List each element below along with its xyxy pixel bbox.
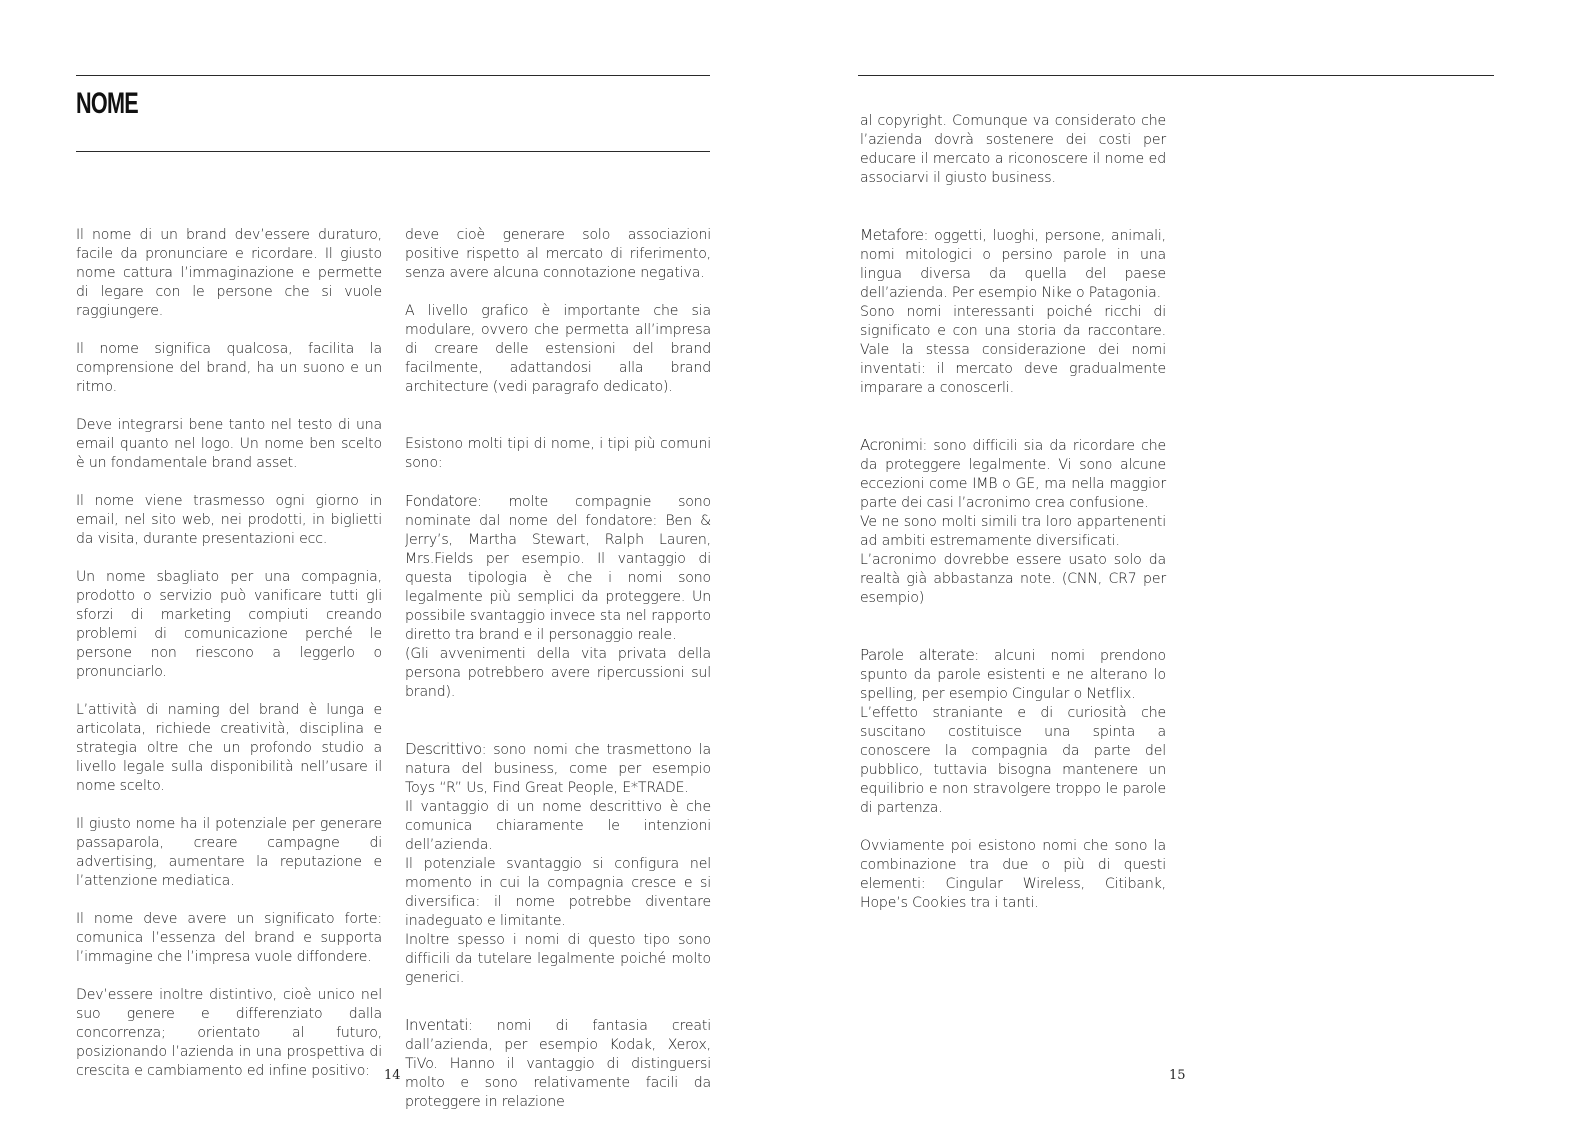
term-description: : oggetti, luoghi, persone, animali, nomi mitologici o persino parole in una lingua diversa da quella del paese dell’azienda. Per esempio Nike o Patagonia.: [860, 228, 1166, 301]
paragraph: Il potenziale svantaggio si configura nel momento in cui la compagnia cresce e si diversifica: il nome potrebbe diventare inadeguato e limitante.: [405, 856, 711, 929]
paragraph: Il nome deve avere un significato forte: comunica l’essenza del brand e supporta l’immagine che l’impresa vuole diffondere.: [76, 911, 382, 965]
paragraph: Ovviamente poi esistono nomi che sono la combinazione tra due o più di questi elementi: Cingular Wireless, Citibank, Hope’s Cookies tra i tanti.: [860, 838, 1166, 911]
term-descrittivo: Descrittivo: [405, 740, 482, 758]
top-rule-left: [76, 75, 710, 76]
left-column-2: [405, 226, 711, 1112]
term-description: : sono nomi che trasmettono la natura del business, come per esempio Toys “R” Us, Find Great People, E*TRADE.: [405, 742, 711, 796]
section-metafore: [860, 226, 1166, 303]
paragraph: A livello grafico è importante che sia modulare, ovvero che permetta all’impresa di creare delle estensioni del brand facilmente, adattandosi alla brand architecture (vedi paragrafo dedicato).: [405, 303, 711, 395]
section-acronimi: [860, 436, 1166, 513]
paragraph: Deve integrarsi bene tanto nel testo di una email quanto nel logo. Un nome ben scelto è un fondamentale brand asset.: [76, 417, 382, 471]
paragraph: deve cioè generare solo associazioni positive rispetto al mercato di riferimento, senza avere alcuna connotazione negativa.: [405, 227, 711, 281]
paragraph: Inoltre spesso i nomi di questo tipo sono difficili da tutelare legalmente poiché molto generici.: [405, 932, 711, 986]
term-inventati: Inventati: [405, 1016, 468, 1034]
term-metafore: Metafore: [860, 226, 924, 244]
term-description: : molte compagnie sono nominate dal nome del fondatore: Ben & Jerry’s, Martha Stewart, Ralph Lauren, Mrs.Fields per esempio. Il vantaggio di questa tipologia è che i nomi sono legalmente più semplici da proteggere. Un possibile svantaggio invece sta nel rapporto diretto tra brand e il personaggio reale.: [405, 494, 711, 643]
section-parole-alterate: [860, 646, 1166, 704]
left-column-1: [76, 226, 382, 1081]
paragraph: Il vantaggio di un nome descrittivo è che comunica chiaramente le intenzioni dell’azienda.: [405, 799, 711, 853]
page-number-left: 14: [384, 1068, 401, 1083]
paragraph: Sono nomi interessanti poiché ricchi di significato e con una storia da raccontare. Vale la stessa considerazione dei nomi inventati: il mercato deve gradualmente imparare a conoscerli.: [860, 304, 1166, 396]
term-acronimi: Acronimi: [860, 436, 923, 454]
paragraph: Il giusto nome ha il potenziale per generare passaparola, creare campagne di advertising, aumentare la reputazione e l’attenzione mediatica.: [76, 816, 382, 889]
term-description: : sono difficili sia da ricordare che da proteggere legalmente. Vi sono alcune eccezioni come IMB o GE, ma nella maggior parte dei casi l’acronimo crea confusione.: [860, 438, 1166, 511]
paragraph: Dev’essere inoltre distintivo, cioè unico nel suo genere e differenziato dalla concorrenza; orientato al futuro, posizionando l’azienda in una prospettiva di crescita e cambiamento ed infine positivo:: [76, 987, 382, 1079]
paragraph: Esistono molti tipi di nome, i tipi più comuni sono:: [405, 436, 711, 471]
paragraph: L’attività di naming del brand è lunga e articolata, richiede creatività, disciplina e strategia oltre che un profondo studio a livello legale sulla disponibilità nell’usare il nome scelto.: [76, 702, 382, 794]
section-fondatore: [405, 492, 711, 645]
term-parole-alterate: Parole alterate: [860, 646, 975, 664]
paragraph: Il nome viene trasmesso ogni giorno in email, nel sito web, nei prodotti, in biglietti da visita, durante presentazioni ecc.: [76, 493, 382, 547]
paragraph: Il nome di un brand dev’essere duraturo, facile da pronunciare e ricordare. Il giusto nome cattura l’immaginazione e permette di legare con le persone che si vuole raggiungere.: [76, 227, 382, 319]
paragraph: (Gli avvenimenti della vita privata della persona potrebbero avere ripercussioni sul brand).: [405, 646, 711, 700]
paragraph: L’acronimo dovrebbe essere usato solo da realtà già abbastanza note. (CNN, CR7 per esempio): [860, 552, 1166, 606]
title-rule: [76, 151, 710, 152]
paragraph: L’effetto straniante e di curiosità che suscitano costituisce una spinta a conoscere la compagnia da parte del pubblico, tuttavia bisogna mantenere un equilibrio e non stravolgere troppo le parole di partenza.: [860, 705, 1166, 816]
right-column: [860, 112, 1166, 913]
page-number-right: 15: [1169, 1068, 1186, 1083]
page-title: NOME: [76, 87, 138, 120]
term-description: : alcuni nomi prendono spunto da parole esistenti e ne alterano lo spelling, per esempio Cingular o Netflix.: [860, 648, 1166, 702]
section-inventati: [405, 1016, 711, 1112]
top-rule-right: [858, 75, 1494, 76]
paragraph: al copyright. Comunque va considerato che l’azienda dovrà sostenere dei costi per educare il mercato a riconoscere il nome ed associarvi il giusto business.: [860, 113, 1166, 186]
paragraph: Ve ne sono molti simili tra loro appartenenti ad ambiti estremamente diversificati.: [860, 514, 1166, 549]
paragraph: Un nome sbagliato per una compagnia, prodotto o servizio può vanificare tutti gli sforzi di marketing compiuti creando problemi di comunicazione perché le persone non riescono a leggerlo o pronunciarlo.: [76, 569, 382, 680]
section-descrittivo: [405, 740, 711, 798]
term-description: : nomi di fantasia creati dall’azienda, per esempio Kodak, Xerox, TiVo. Hanno il vantaggio di distinguersi molto e sono relativamente facili da proteggere in relazione: [405, 1018, 711, 1110]
paragraph: Il nome significa qualcosa, facilita la comprensione del brand, ha un suono e un ritmo.: [76, 341, 382, 395]
term-fondatore: Fondatore: [405, 492, 478, 510]
